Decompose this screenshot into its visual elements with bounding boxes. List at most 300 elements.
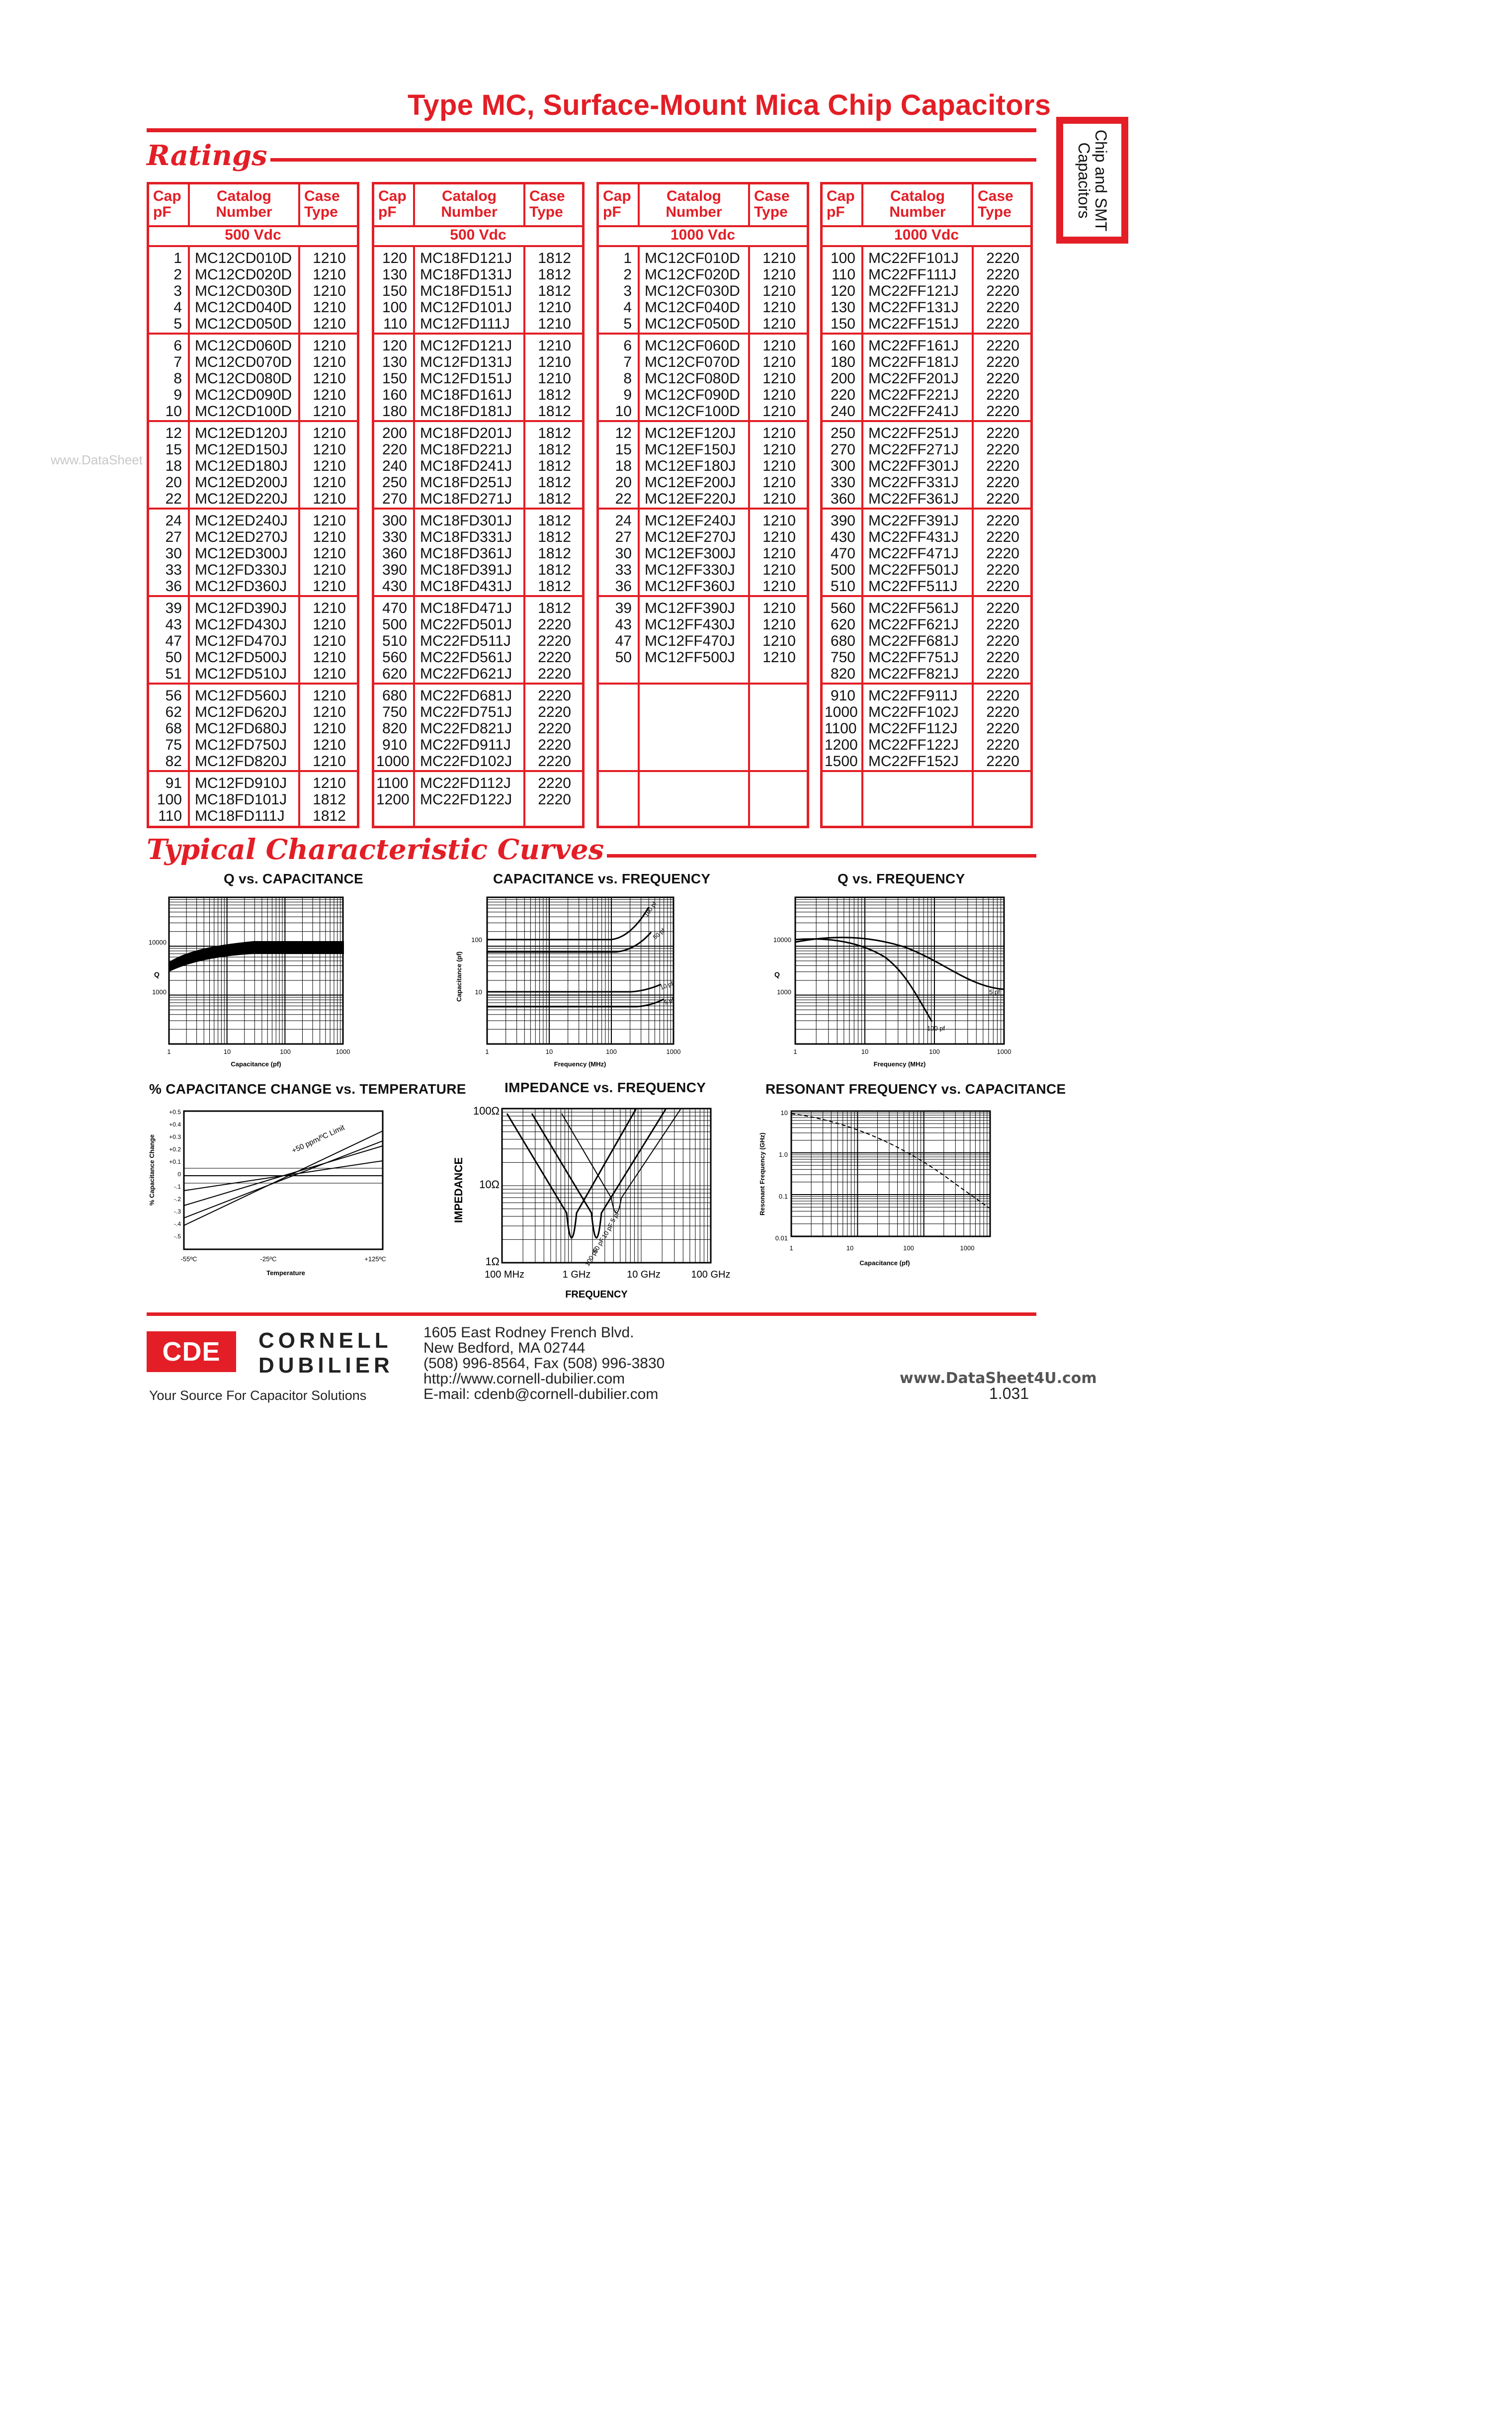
cap-value: 500 [382, 616, 407, 633]
table-row [374, 600, 582, 616]
header-catalog [190, 188, 298, 220]
table-row [149, 387, 357, 403]
cap-value: 250 [830, 425, 855, 441]
case-type: 1812 [538, 387, 571, 403]
q-freq-xtick-3: 1000 [997, 1048, 1011, 1055]
row-group [599, 247, 807, 335]
table-row [599, 600, 807, 616]
table-row [374, 688, 582, 704]
catalog-number: MC12FD750J [195, 737, 287, 753]
catalog-number: MC22FF101J [868, 250, 959, 266]
catalog-number: MC22FF122J [868, 737, 959, 753]
case-type: 2220 [986, 666, 1019, 682]
datasheet-site-link[interactable]: www.DataSheet4U.com [900, 1370, 1097, 1387]
case-type: 2220 [986, 513, 1019, 529]
cap-value: 1 [623, 250, 632, 266]
catalog-number: MC12CF100D [645, 403, 740, 420]
chart-impedance-vs-frequency [447, 1099, 736, 1307]
catalog-number: MC12FD680J [195, 720, 287, 737]
chart-q-vs-frequency [756, 892, 1014, 1076]
case-type: 1210 [762, 354, 796, 370]
res-ytick-1: 1.0 [778, 1151, 788, 1158]
row-group [599, 685, 807, 772]
case-type: 1210 [762, 266, 796, 283]
catalog-number: MC12CF020D [645, 266, 740, 283]
catalog-number: MC12FD510J [195, 666, 287, 682]
table-row [823, 266, 1030, 283]
cap-freq-label-1: 50 pf [651, 927, 667, 941]
table-header [823, 184, 1030, 227]
table-row [149, 354, 357, 370]
case-type: 2220 [538, 704, 571, 720]
chart-title-q-cap: Q vs. CAPACITANCE [224, 871, 363, 886]
table-row [149, 633, 357, 649]
catalog-number: MC18FD161J [420, 387, 512, 403]
catalog-number: MC12EF240J [645, 513, 736, 529]
cap-value: 470 [382, 600, 407, 616]
case-type: 1210 [313, 283, 346, 299]
cap-value: 390 [382, 562, 407, 578]
case-type: 1210 [762, 633, 796, 649]
res-ytick-2: 0.1 [778, 1193, 788, 1200]
row-group [823, 335, 1030, 422]
cap-value: 20 [165, 474, 182, 491]
table-row [374, 562, 582, 578]
cap-value: 91 [165, 775, 182, 791]
chart-resonant-frequency-vs-capacitance [756, 1101, 1019, 1285]
table-row [599, 283, 807, 299]
catalog-number: MC18FD111J [195, 808, 285, 824]
cap-value: 8 [173, 370, 182, 387]
catalog-number: MC12CF090D [645, 387, 740, 403]
table-row [374, 491, 582, 507]
table-row [374, 441, 582, 458]
case-type: 1812 [313, 808, 346, 824]
catalog-number: MC22FD681J [420, 688, 512, 704]
q-freq-ytick-1: 1000 [777, 988, 791, 996]
table-row [149, 562, 357, 578]
catalog-number: MC12EF180J [645, 458, 736, 474]
row-group [149, 422, 357, 510]
case-type: 1210 [762, 529, 796, 545]
case-type: 1812 [538, 458, 571, 474]
cap-value: 1100 [825, 720, 857, 737]
case-type: 1210 [762, 441, 796, 458]
cap-value: 43 [615, 616, 632, 633]
cap-value: 4 [173, 299, 182, 316]
cap-temp-frame [184, 1111, 383, 1249]
cap-value: 150 [830, 316, 855, 332]
catalog-number: MC12FD111J [420, 316, 510, 332]
case-type: 1210 [762, 545, 796, 562]
case-type: 2220 [986, 491, 1019, 507]
catalog-number: MC12CD050D [195, 316, 292, 332]
case-type: 2220 [986, 688, 1019, 704]
cap-value: 30 [165, 545, 182, 562]
grid-frame [487, 897, 673, 1044]
catalog-number: MC22FD821J [420, 720, 512, 737]
catalog-number: MC12ED180J [195, 458, 288, 474]
table-row [149, 491, 357, 507]
case-type: 1210 [538, 354, 571, 370]
table-row [149, 513, 357, 529]
cap-value: 620 [830, 616, 855, 633]
case-type: 1812 [538, 441, 571, 458]
chart-title-cap-freq: CAPACITANCE vs. FREQUENCY [493, 871, 711, 886]
cap-value: 910 [830, 688, 855, 704]
cap-temp-ytick: +0.3 [169, 1133, 181, 1140]
table-row [823, 529, 1030, 545]
case-type: 2220 [986, 338, 1019, 354]
case-type: 1210 [538, 370, 571, 387]
table-row [149, 529, 357, 545]
catalog-number: MC18FD301J [420, 513, 512, 529]
catalog-number: MC12EF220J [645, 491, 736, 507]
ratings-heading: Ratings [147, 139, 270, 172]
row-group [374, 685, 582, 772]
row-group [599, 597, 807, 685]
table-row [149, 370, 357, 387]
cde-logo: CDE [147, 1331, 236, 1372]
table-row [823, 600, 1030, 616]
case-type: 1210 [762, 578, 796, 595]
header-cap-line: pF [603, 204, 621, 220]
case-type: 1210 [762, 513, 796, 529]
q-cap-ylabel: Q [154, 970, 160, 978]
cap-value: 110 [158, 808, 182, 824]
cap-value: 1100 [376, 775, 409, 791]
header-catalog-line: Catalog [666, 188, 721, 204]
cap-value: 560 [382, 649, 407, 666]
cap-value: 510 [830, 578, 855, 595]
res-xtick-0: 1 [789, 1244, 793, 1252]
table-row [374, 338, 582, 354]
side-tab-line1: Chip and SMT [1092, 129, 1110, 231]
table-row [599, 425, 807, 441]
cap-freq-xlabel: Frequency (MHz) [554, 1060, 606, 1068]
cap-value: 150 [382, 370, 407, 387]
watermark: www.DataSheet [51, 452, 143, 467]
cap-value: 110 [383, 316, 407, 332]
row-group [823, 772, 1030, 826]
table-row [149, 299, 357, 316]
res-xtick-2: 100 [903, 1244, 914, 1252]
case-type: 2220 [986, 441, 1019, 458]
table-row [149, 474, 357, 491]
catalog-number: MC12EF300J [645, 545, 736, 562]
case-type: 1210 [313, 649, 346, 666]
case-type: 1210 [762, 283, 796, 299]
case-type: 2220 [986, 545, 1019, 562]
catalog-number: MC12CD020D [195, 266, 292, 283]
catalog-number: MC22FF181J [868, 354, 959, 370]
case-type: 1812 [538, 562, 571, 578]
table-row [599, 403, 807, 420]
header-cap [378, 188, 407, 220]
catalog-number: MC12FD390J [195, 600, 287, 616]
header-cap-line: pF [827, 204, 845, 220]
catalog-number: MC22FD501J [420, 616, 512, 633]
catalog-number: MC22FF471J [868, 545, 959, 562]
q-freq-xtick-2: 100 [929, 1048, 940, 1055]
cap-value: 39 [165, 600, 182, 616]
table-row [149, 753, 357, 770]
row-group [599, 510, 807, 597]
cap-value: 8 [623, 370, 632, 387]
res-ytick-3: 0.01 [775, 1234, 788, 1242]
catalog-number: MC22FD561J [420, 649, 512, 666]
case-type: 1210 [313, 578, 346, 595]
catalog-number: MC12EF150J [645, 441, 736, 458]
cap-value: 430 [830, 529, 855, 545]
case-type: 1210 [313, 370, 346, 387]
cap-value: 24 [615, 513, 632, 529]
catalog-number: MC22FD751J [420, 704, 512, 720]
case-type: 1210 [762, 370, 796, 387]
cap-value: 33 [615, 562, 632, 578]
table-row [149, 704, 357, 720]
company-name-line1: CORNELL [258, 1328, 392, 1353]
footer-rule [147, 1312, 1036, 1316]
chart-title-cap-temp: % CAPACITANCE CHANGE vs. TEMPERATURE [149, 1081, 466, 1097]
cap-value: 120 [382, 250, 407, 266]
table-row [823, 354, 1030, 370]
table-row [149, 720, 357, 737]
case-type: 1210 [313, 737, 346, 753]
table-row [599, 299, 807, 316]
company-name-line2: DUBILIER [258, 1353, 394, 1378]
case-type: 1210 [762, 299, 796, 316]
case-type: 1210 [313, 338, 346, 354]
table-row [823, 737, 1030, 753]
side-tab [1056, 117, 1128, 244]
case-type: 2220 [986, 562, 1019, 578]
cap-value: 270 [382, 491, 407, 507]
header-case [529, 188, 565, 220]
cap-freq-xtick-0: 1 [485, 1048, 489, 1055]
case-type: 2220 [538, 791, 571, 808]
cap-value: 2 [623, 266, 632, 283]
case-type: 2220 [986, 403, 1019, 420]
table-row [374, 316, 582, 332]
cap-temp-ytick: +0.2 [169, 1146, 181, 1153]
cap-value: 4 [623, 299, 632, 316]
cap-value: 680 [830, 633, 855, 649]
cap-freq-curve-50 [487, 932, 651, 952]
case-type: 1210 [313, 316, 346, 332]
catalog-number: MC12CF040D [645, 299, 740, 316]
case-type: 1210 [762, 649, 796, 666]
table-row [823, 387, 1030, 403]
catalog-number: MC22FF271J [868, 441, 959, 458]
imp-label-3: 100 pF [583, 1246, 600, 1268]
header-case-line: Case [529, 188, 565, 204]
imp-xtick-3: 100 GHz [691, 1269, 731, 1280]
cap-freq-ylabel: Capacitance (pf) [455, 951, 463, 1002]
chart-res-grid [791, 1111, 990, 1236]
cap-value: 1500 [825, 753, 858, 770]
row-group [823, 510, 1030, 597]
cap-value: 270 [830, 441, 855, 458]
chart-q-cap-grid [169, 897, 343, 1044]
catalog-number: MC12CD030D [195, 283, 292, 299]
case-type: 1210 [762, 600, 796, 616]
catalog-number: MC22FF251J [868, 425, 959, 441]
cap-value: 180 [382, 403, 407, 420]
cap-freq-curve-10 [487, 984, 661, 992]
row-group [823, 597, 1030, 685]
cap-value: 27 [165, 529, 182, 545]
catalog-number: MC18FD331J [420, 529, 512, 545]
catalog-number: MC12FD330J [195, 562, 287, 578]
header-catalog-line: Catalog [441, 188, 497, 204]
cap-value: 3 [623, 283, 632, 299]
q-freq-xlabel: Frequency (MHz) [873, 1060, 926, 1068]
header-catalog-line: Number [889, 204, 946, 220]
cap-temp-ytick: -.4 [173, 1220, 181, 1227]
table-row [374, 578, 582, 595]
voltage-rating: 1000 Vdc [599, 225, 807, 247]
catalog-number: MC22FD511J [420, 633, 511, 649]
catalog-number: MC22FF241J [868, 403, 959, 420]
row-group [149, 597, 357, 685]
case-type: 2220 [986, 266, 1019, 283]
case-type: 2220 [986, 354, 1019, 370]
cap-value: 47 [615, 633, 632, 649]
case-type: 1812 [538, 491, 571, 507]
q-cap-xtick-0: 1 [167, 1048, 171, 1055]
q-cap-xtick-3: 1000 [336, 1048, 350, 1055]
table-row [823, 283, 1030, 299]
curves-heading: Typical Characteristic Curves [147, 833, 607, 866]
cap-value: 9 [623, 387, 632, 403]
cap-value: 500 [830, 562, 855, 578]
row-group [599, 335, 807, 422]
case-type: 1812 [538, 529, 571, 545]
chart-cap-freq-grid [487, 897, 673, 1044]
catalog-number: MC22FF152J [868, 753, 959, 770]
ratings-table [596, 182, 809, 828]
cap-value: 330 [382, 529, 407, 545]
cap-value: 30 [615, 545, 632, 562]
cap-freq-xtick-3: 1000 [666, 1048, 681, 1055]
cap-value: 18 [165, 458, 182, 474]
case-type: 1210 [762, 491, 796, 507]
cap-freq-label-3: 5 pf [663, 996, 675, 1006]
table-row [149, 600, 357, 616]
cap-value: 12 [615, 425, 632, 441]
catalog-number: MC18FD271J [420, 491, 512, 507]
cap-value: 360 [382, 545, 407, 562]
catalog-number: MC12FF500J [645, 649, 735, 666]
cap-freq-xtick-2: 100 [606, 1048, 617, 1055]
cap-value: 5 [623, 316, 632, 332]
q-freq-label-1: 100 pf [927, 1025, 945, 1032]
cap-value: 160 [382, 387, 407, 403]
cap-value: 820 [830, 666, 855, 682]
catalog-number: MC12CD090D [195, 387, 292, 403]
case-type: 1210 [313, 545, 346, 562]
imp-curve-10 [562, 1109, 681, 1213]
catalog-number: MC12CF080D [645, 370, 740, 387]
case-type: 2220 [986, 633, 1019, 649]
row-group [374, 422, 582, 510]
table-row [823, 578, 1030, 595]
catalog-number: MC12CF050D [645, 316, 740, 332]
case-type: 2220 [538, 633, 571, 649]
imp-xlabel: FREQUENCY [565, 1289, 628, 1300]
ratings-table [372, 182, 585, 828]
cap-value: 100 [382, 299, 407, 316]
header-cap-line: Cap [153, 188, 181, 204]
table-row [823, 616, 1030, 633]
website-link[interactable]: http://www.cornell-dubilier.com [423, 1371, 625, 1387]
table-row [149, 616, 357, 633]
header-catalog-line: Catalog [890, 188, 945, 204]
table-row [823, 688, 1030, 704]
cap-value: 910 [382, 737, 407, 753]
cap-freq-label-0: 100 pf [642, 900, 658, 918]
table-row [823, 720, 1030, 737]
table-row [823, 441, 1030, 458]
table-row [374, 649, 582, 666]
catalog-number: MC18FD471J [420, 600, 512, 616]
header-cap-line: pF [153, 204, 171, 220]
cap-value: 300 [830, 458, 855, 474]
cap-value: 62 [165, 704, 182, 720]
row-group [374, 247, 582, 335]
catalog-number: MC12CD040D [195, 299, 292, 316]
table-row [599, 474, 807, 491]
table-header [599, 184, 807, 227]
case-type: 1210 [313, 688, 346, 704]
catalog-number: MC22FF161J [868, 338, 959, 354]
chart-title-q-freq: Q vs. FREQUENCY [838, 871, 965, 886]
row-group [599, 772, 807, 826]
email-link[interactable]: E-mail: cdenb@cornell-dubilier.com [423, 1386, 659, 1402]
header-case [304, 188, 340, 220]
case-type: 1210 [313, 441, 346, 458]
catalog-number: MC22FF121J [868, 283, 959, 299]
case-type: 1812 [538, 578, 571, 595]
cap-value: 15 [615, 441, 632, 458]
case-type: 2220 [986, 474, 1019, 491]
cap-value: 680 [382, 688, 407, 704]
case-type: 2220 [538, 720, 571, 737]
res-ylabel: Resonant Frequency (GHz) [758, 1132, 766, 1215]
case-type: 1812 [538, 600, 571, 616]
cap-value: 7 [173, 354, 182, 370]
table-row [599, 545, 807, 562]
cap-value: 3 [173, 283, 182, 299]
q-freq-xtick-0: 1 [793, 1048, 797, 1055]
table-row [374, 299, 582, 316]
q-cap-ytick-0: 10000 [148, 939, 167, 946]
case-type: 2220 [538, 616, 571, 633]
cap-freq-curve-5 [487, 999, 664, 1007]
table-row [823, 545, 1030, 562]
table-row [374, 513, 582, 529]
table-row [823, 633, 1030, 649]
catalog-number: MC12FF470J [645, 633, 735, 649]
cap-value: 240 [830, 403, 855, 420]
case-type: 1812 [538, 513, 571, 529]
catalog-number: MC22FF301J [868, 458, 959, 474]
case-type: 1210 [313, 753, 346, 770]
chart-q-vs-capacitance [144, 892, 363, 1076]
q-freq-ytick-0: 10000 [773, 936, 791, 944]
catalog-number: MC12FD131J [420, 354, 512, 370]
